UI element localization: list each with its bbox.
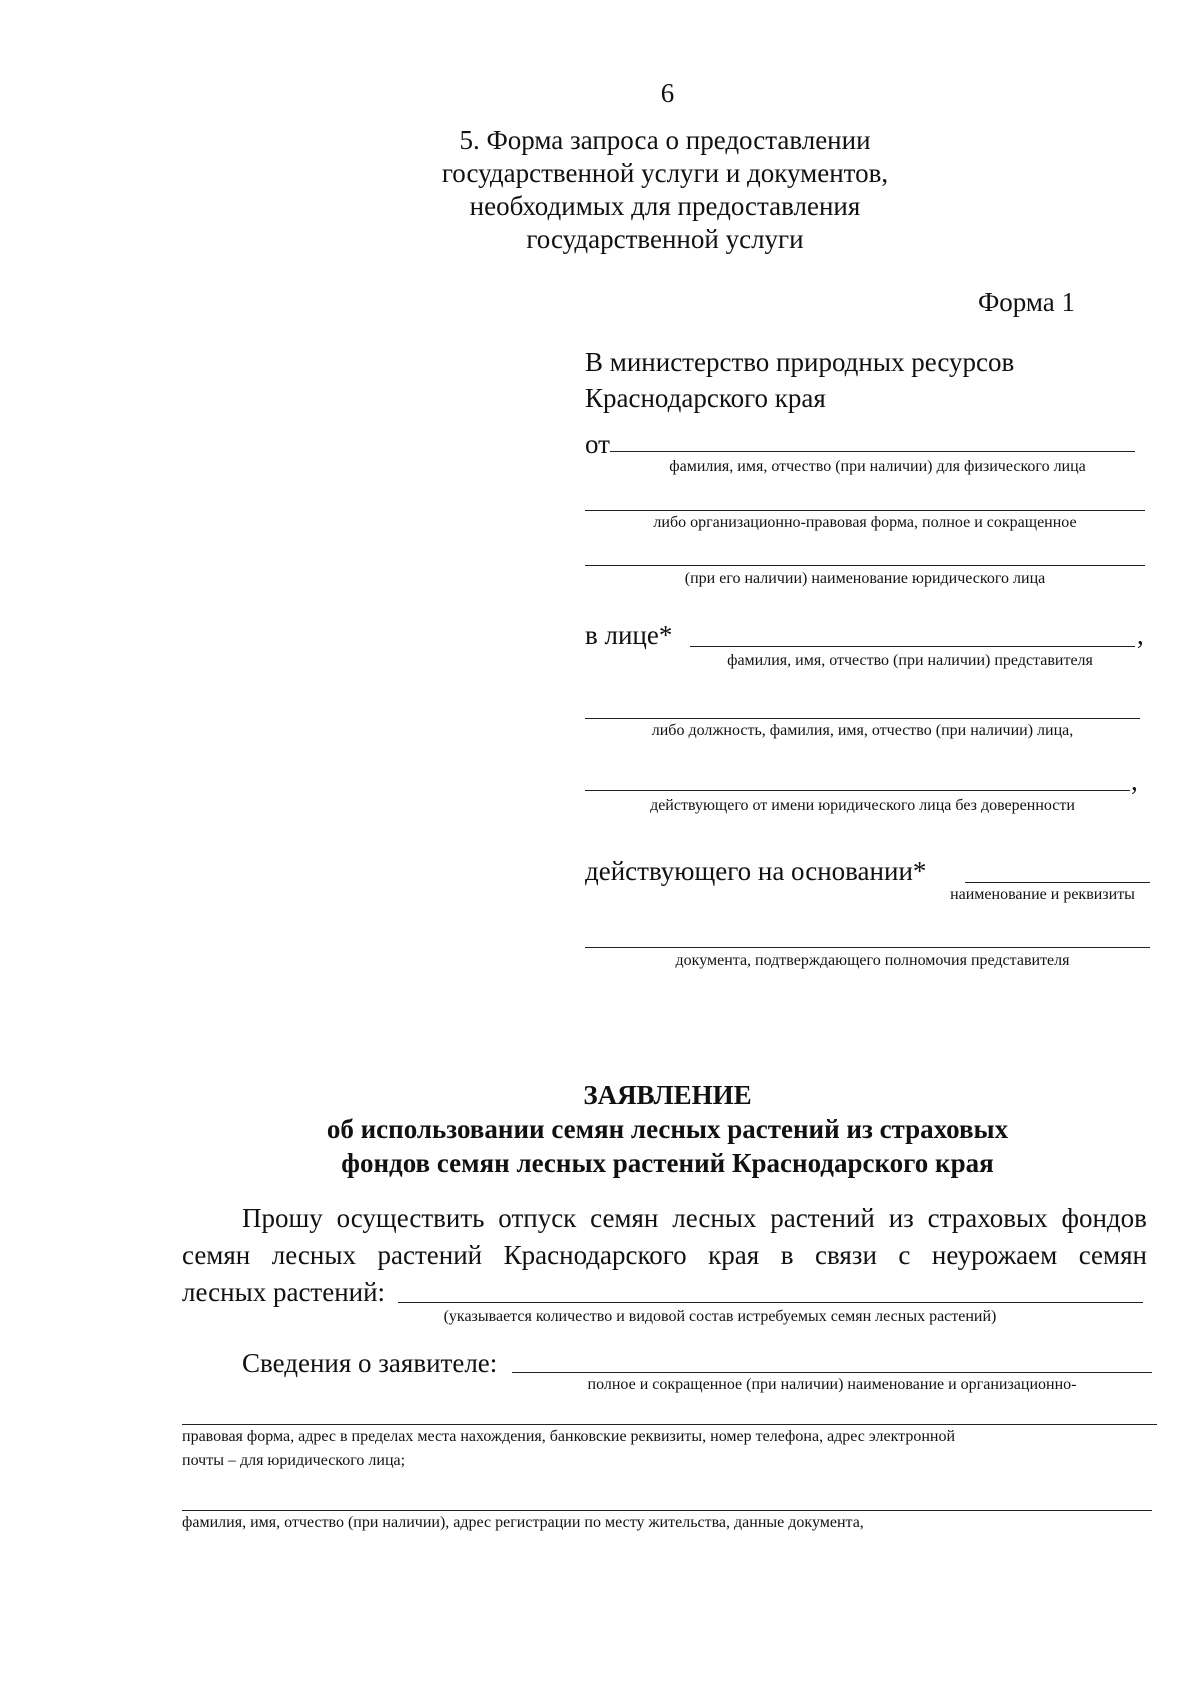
comma-mark: , <box>1137 620 1144 650</box>
word: связи <box>814 1240 877 1270</box>
caption-from: фамилия, имя, отчество (при наличии) для физического лица <box>669 458 1086 475</box>
caption-basis-2: документа, подтверждающего полномочия представителя <box>675 952 1070 969</box>
caption-rep-1: фамилия, имя, отчество (при наличии) представителя <box>727 652 1093 669</box>
applicant-fill-line-2[interactable] <box>182 1424 1157 1425</box>
caption-rep-3: действующего от имени юридического лица без доверенности <box>650 797 1075 814</box>
basis-fill-line[interactable] <box>965 882 1150 883</box>
word: растений <box>770 1203 875 1233</box>
application-subtitle-2: фондов семян лесных растений Краснодарского края <box>341 1148 994 1178</box>
word: в <box>780 1240 794 1270</box>
word: страховых <box>927 1203 1048 1233</box>
caption-applicant-4: фамилия, имя, отчество (при наличии), адрес регистрации по месту жительства, данные документа, <box>182 1514 864 1531</box>
page-number: 6 <box>660 78 675 108</box>
in-person-fill-line[interactable] <box>690 646 1135 647</box>
applicant-label: Сведения о заявителе: <box>242 1348 498 1378</box>
caption-applicant-2: правовая форма, адрес в пределах места нахождения, банковские реквизиты, номер телефона, адрес электронной <box>182 1428 956 1445</box>
application-title: ЗАЯВЛЕНИЕ <box>583 1080 752 1110</box>
caption-quantity: (указывается количество и видовой состав истребуемых семян лесных растений) <box>443 1308 997 1325</box>
org-fill-line-2[interactable] <box>585 565 1145 566</box>
basis-label: действующего на основании* <box>585 856 927 886</box>
form-label: Форма 1 <box>977 287 1075 317</box>
word: лесных <box>672 1203 757 1233</box>
paragraph-line-2 <box>182 1240 1147 1271</box>
caption-org-1: либо организационно-правовая форма, полное и сокращенное <box>653 514 1077 531</box>
applicant-fill-line-3[interactable] <box>182 1510 1152 1511</box>
word: неурожаем <box>931 1240 1058 1270</box>
basis-fill-line-2[interactable] <box>585 947 1150 948</box>
caption-rep-2: либо должность, фамилия, имя, отчество (при наличии) лица, <box>651 722 1074 739</box>
rep-fill-line-1[interactable] <box>585 718 1140 719</box>
paragraph-line-1 <box>242 1203 1147 1234</box>
word: растений <box>377 1240 483 1270</box>
quantity-fill-line[interactable] <box>398 1302 1143 1303</box>
comma-mark-2: , <box>1131 766 1138 796</box>
word: семян <box>1078 1240 1147 1270</box>
word: лесных <box>271 1240 356 1270</box>
word: отпуск <box>498 1203 577 1233</box>
addressee-line-2: Краснодарского края <box>585 383 826 413</box>
applicant-fill-line[interactable] <box>512 1372 1152 1373</box>
application-subtitle-1: об использовании семян лесных растений из страховых <box>326 1114 1009 1144</box>
caption-basis-1: наименование и реквизиты <box>950 886 1135 903</box>
from-fill-line[interactable] <box>610 451 1135 452</box>
section-title: 5. Форма запроса о предоставлении государственной услуги и документов, необходимых для предоставления государственной услуги <box>441 125 889 254</box>
from-label: от <box>585 429 610 459</box>
word: Краснодарского <box>503 1240 687 1270</box>
word: осуществить <box>336 1203 485 1233</box>
word: семян <box>590 1203 659 1233</box>
word: фондов <box>1061 1203 1147 1233</box>
word: края <box>708 1240 760 1270</box>
caption-applicant-3: почты – для юридического лица; <box>182 1452 406 1469</box>
caption-applicant-1: полное и сокращенное (при наличии) наименование и организационно- <box>587 1376 1077 1393</box>
in-person-label: в лице* <box>585 620 673 650</box>
word: семян <box>182 1240 251 1270</box>
caption-org-2: (при его наличии) наименование юридического лица <box>684 570 1046 587</box>
rep-fill-line-2[interactable] <box>585 790 1130 791</box>
word: Прошу <box>242 1203 323 1233</box>
addressee-line-1: В министерство природных ресурсов <box>585 347 1015 377</box>
paragraph-line-3: лесных растений: <box>182 1277 386 1307</box>
word: с <box>898 1240 911 1270</box>
word: из <box>888 1203 914 1233</box>
org-fill-line-1[interactable] <box>585 510 1145 511</box>
